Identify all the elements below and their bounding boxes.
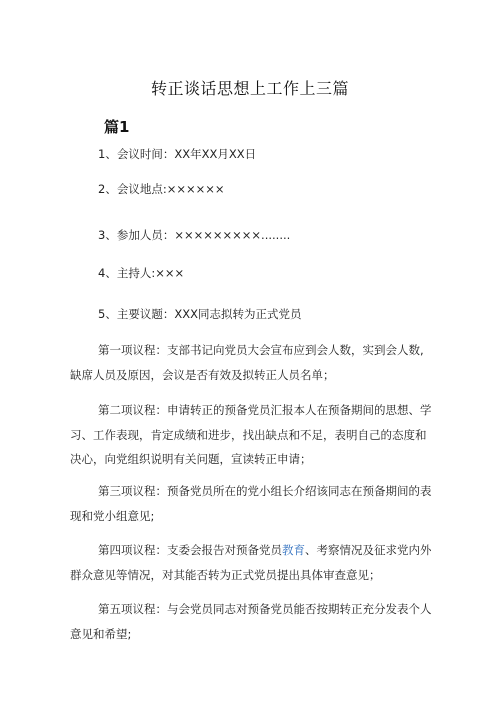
agenda-3-text: 第三项议程：预备党员所在的党小组长介绍该同志在预备期间的表现和党小组意见; bbox=[70, 484, 432, 523]
meeting-location-item: 2、会议地点:×××××× bbox=[98, 182, 225, 196]
agenda-4-text-after: 、考察情况及征求党内外群众意见等情况，对其能否转为正式党员提出具体审查意见； bbox=[70, 543, 432, 582]
agenda-paragraph-3 bbox=[70, 479, 434, 528]
agenda-paragraph-1 bbox=[70, 338, 434, 387]
main-topic-item: 5、主要议题：XXX同志拟转为正式党员 bbox=[98, 307, 302, 321]
section-heading: 篇1 bbox=[104, 118, 130, 136]
agenda-4-text-before: 第四项议程：支委会报告对预备党员 bbox=[98, 543, 282, 557]
document-title: 转正谈话思想上工作上三篇 bbox=[150, 79, 349, 98]
agenda-2-text: 第二项议程：申请转正的预备党员汇报本人在预备期间的思想、学习、工作表现，肯定成绩和进步，找出缺点和不足，表明自己的态度和决心，向党组织说明有关问题，宣读转正申请； bbox=[70, 403, 432, 466]
agenda-paragraph-4 bbox=[70, 538, 434, 587]
attendees-item: 3、参加人员：×××××××××........ bbox=[98, 228, 291, 242]
host-item: 4、主持人:××× bbox=[98, 266, 185, 280]
agenda-paragraph-5 bbox=[70, 597, 434, 646]
agenda-paragraph-2 bbox=[70, 398, 434, 472]
agenda-1-text: 第一项议程：支部书记向党员大会宣布应到会人数，实到会人数,缺席人员及原因，会议是否有效及拟转正人员名单； bbox=[70, 343, 424, 382]
education-link[interactable]: 教育 bbox=[282, 543, 305, 557]
agenda-5-text: 第五项议程：与会党员同志对预备党员能否按期转正充分发表个人意见和希望; bbox=[70, 602, 432, 641]
meeting-time-item: 1、会议时间：XX年XX月XX日 bbox=[98, 147, 257, 161]
